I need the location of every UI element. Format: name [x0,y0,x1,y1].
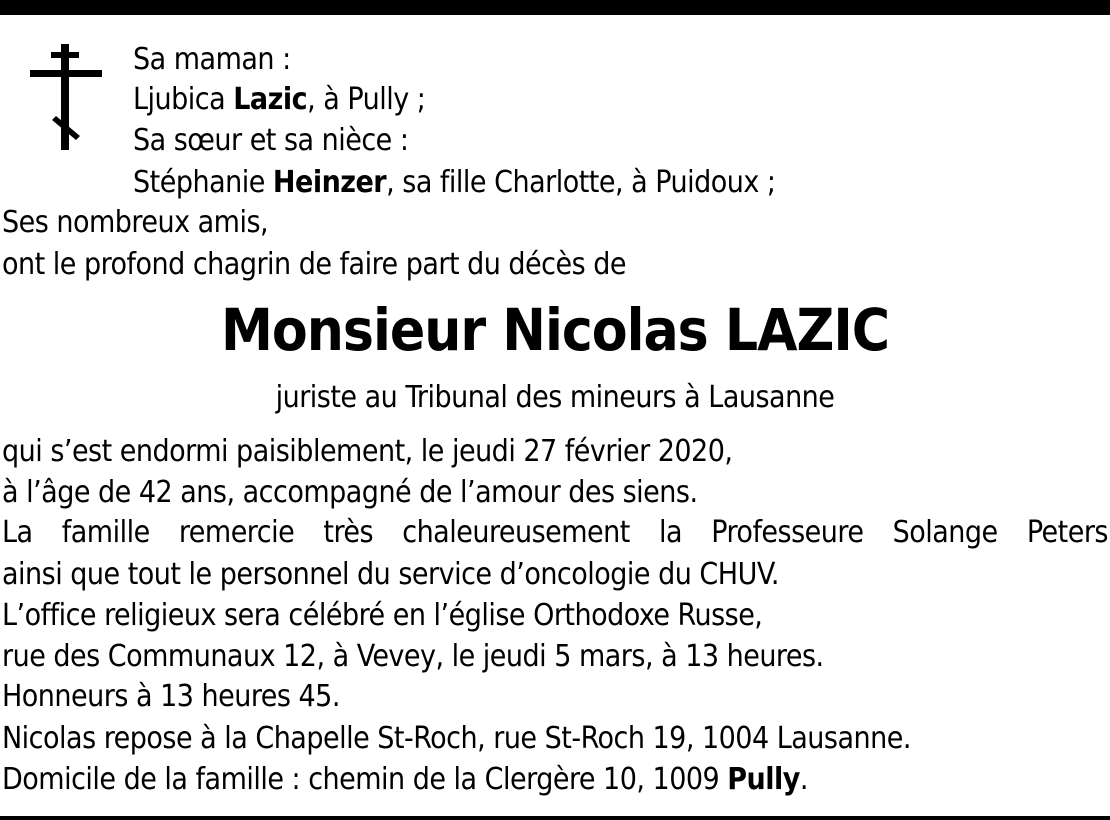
deceased-occupation: juriste au Tribunal des mineurs à Lausanne [275,380,835,415]
body-line-5: L’office religieux sera célébré en l’église Orthodoxe Russe, [2,598,763,633]
mother-label: Sa maman : [133,42,291,77]
mother-first-name: Ljubica [133,82,226,117]
mother-last-name: Lazic [233,82,308,117]
domicile-end: . [799,762,808,797]
top-border-rule [0,0,1110,15]
body-line-7: Honneurs à 13 heures 45. [2,679,340,714]
announcement-line: ont le profond chagrin de faire part du décès de [2,247,627,282]
domicile-text: Domicile de la famille : chemin de la Clergère 10, 1009 [2,762,728,797]
body-line-1: qui s’est endormi paisiblement, le jeudi 27 février 2020, [2,434,733,469]
orthodox-cross-icon [30,44,102,150]
sister-label: Sa sœur et sa nièce : [133,123,409,158]
body-line-9 [2,760,808,800]
mother-line [133,80,425,120]
sister-first-name: Stéphanie [133,165,265,200]
friends-line: Ses nombreux amis, [2,205,269,240]
body-line-3: La famille remercie très chaleureusement la Professeure Solange Peters [2,515,1108,550]
body-line-6: rue des Communaux 12, à Vevey, le jeudi 5 mars, à 13 heures. [2,639,824,674]
mother-place: , à Pully ; [307,82,426,117]
body-line-4: ainsi que tout le personnel du service d’oncologie du CHUV. [2,557,779,592]
sister-last-name: Heinzer [272,165,387,200]
deceased-name: Monsieur Nicolas LAZIC [220,296,890,364]
bottom-border-rule [0,816,1110,820]
body-line-8: Nicolas repose à la Chapelle St-Roch, rue St-Roch 19, 1004 Lausanne. [2,721,911,756]
sister-rest: , sa fille Charlotte, à Puidoux ; [386,165,776,200]
sister-line [133,163,775,203]
body-line-2: à l’âge de 42 ans, accompagné de l’amour des siens. [2,475,698,510]
domicile-town: Pully [727,762,800,797]
